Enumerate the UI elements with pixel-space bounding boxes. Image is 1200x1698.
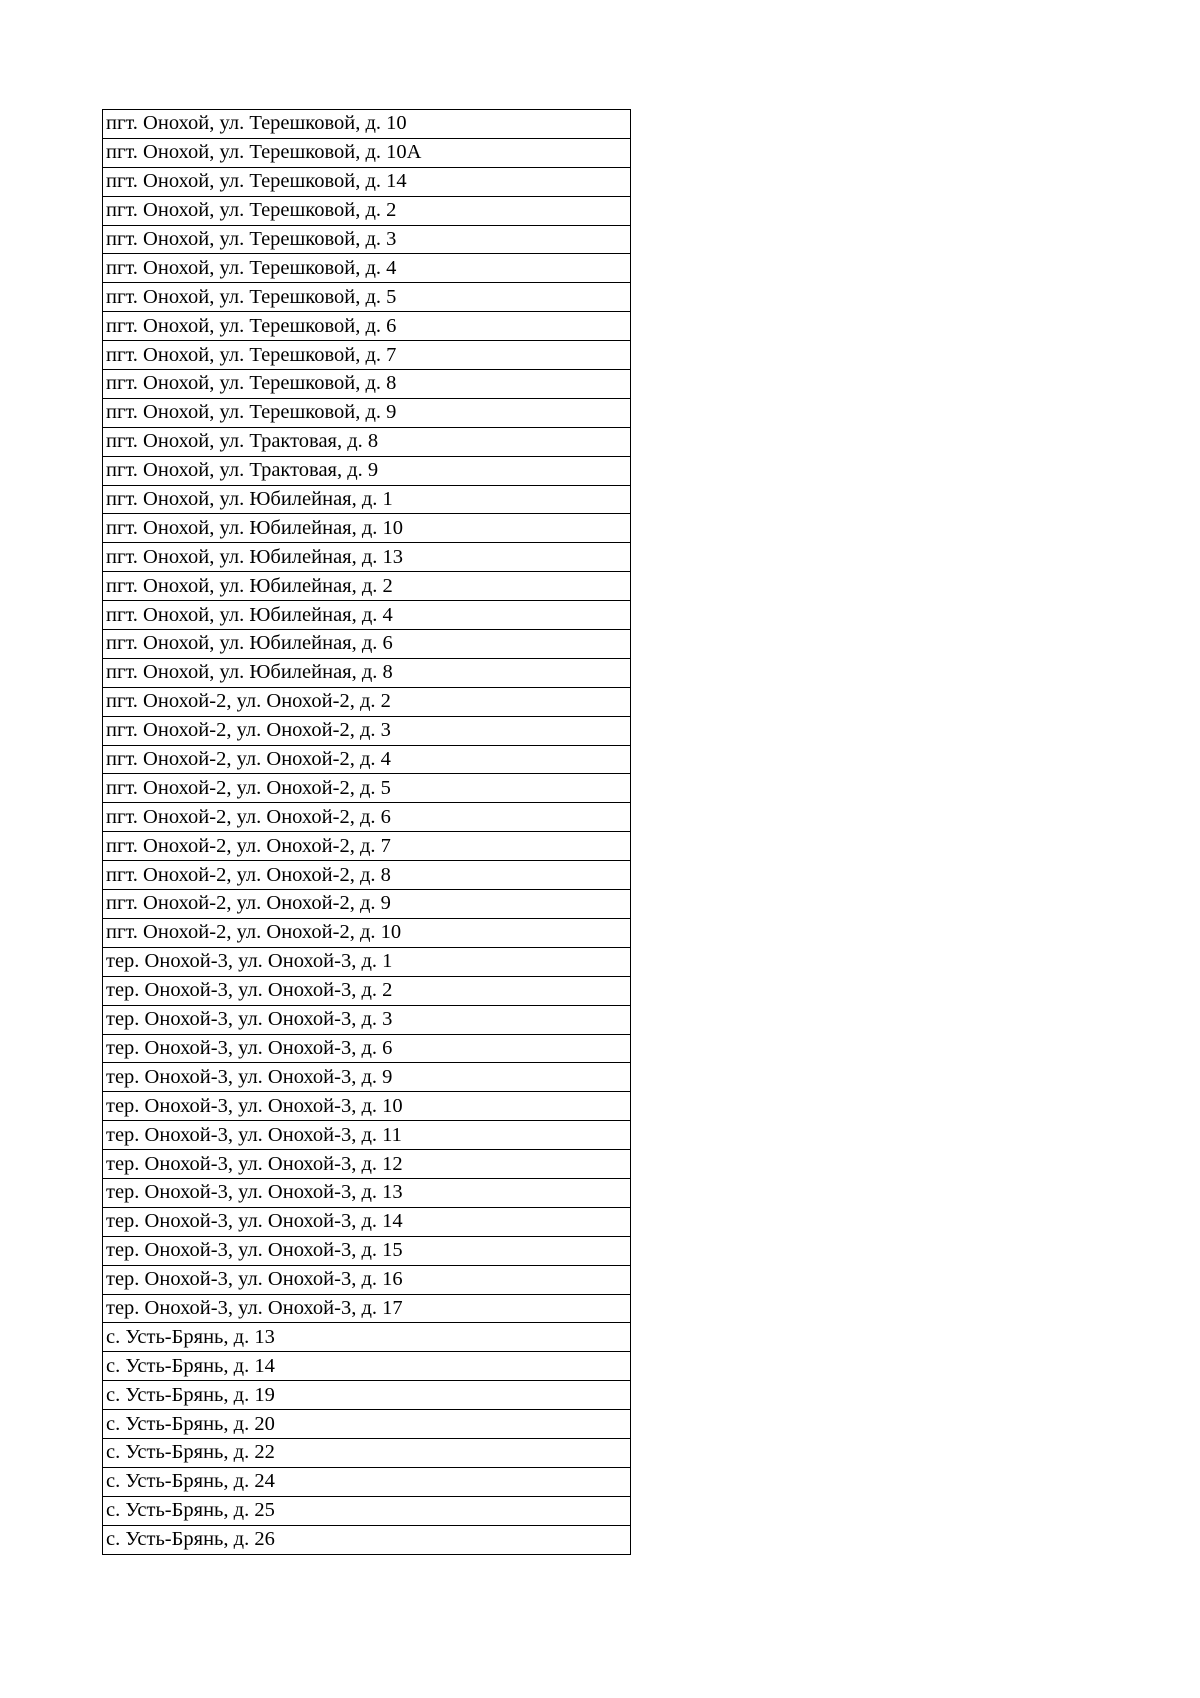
table-row [103,110,631,139]
table-row [103,1525,631,1554]
table-row [103,1496,631,1525]
table-row [103,1063,631,1092]
table-row [103,1323,631,1352]
address-cell: тер. Онохой-3, ул. Онохой-3, д. 1 [103,947,631,976]
address-cell: пгт. Онохой, ул. Юбилейная, д. 1 [103,485,631,514]
table-row [103,947,631,976]
table-row [103,803,631,832]
address-cell: пгт. Онохой, ул. Юбилейная, д. 8 [103,658,631,687]
address-cell: с. Усть-Брянь, д. 19 [103,1381,631,1410]
address-cell: пгт. Онохой-2, ул. Онохой-2, д. 3 [103,716,631,745]
address-cell: с. Усть-Брянь, д. 20 [103,1410,631,1439]
address-cell: тер. Онохой-3, ул. Онохой-3, д. 16 [103,1265,631,1294]
address-cell: пгт. Онохой, ул. Трактовая, д. 9 [103,456,631,485]
table-row [103,687,631,716]
address-cell: пгт. Онохой, ул. Терешковой, д. 10 [103,110,631,139]
table-row [103,716,631,745]
address-cell: пгт. Онохой-2, ул. Онохой-2, д. 9 [103,890,631,919]
address-cell: тер. Онохой-3, ул. Онохой-3, д. 13 [103,1178,631,1207]
address-table [102,109,631,1555]
address-cell: тер. Онохой-3, ул. Онохой-3, д. 11 [103,1121,631,1150]
table-row [103,283,631,312]
address-cell: пгт. Онохой, ул. Трактовая, д. 8 [103,427,631,456]
address-cell: пгт. Онохой-2, ул. Онохой-2, д. 5 [103,774,631,803]
table-row [103,1352,631,1381]
address-cell: пгт. Онохой-2, ул. Онохой-2, д. 10 [103,918,631,947]
address-cell: пгт. Онохой, ул. Терешковой, д. 5 [103,283,631,312]
address-cell: пгт. Онохой-2, ул. Онохой-2, д. 2 [103,687,631,716]
table-row [103,630,631,659]
address-cell: пгт. Онохой, ул. Терешковой, д. 4 [103,254,631,283]
table-row [103,427,631,456]
table-row [103,1121,631,1150]
table-row [103,1005,631,1034]
address-cell: пгт. Онохой-2, ул. Онохой-2, д. 8 [103,861,631,890]
address-cell: тер. Онохой-3, ул. Онохой-3, д. 2 [103,976,631,1005]
address-cell: пгт. Онохой, ул. Терешковой, д. 3 [103,225,631,254]
table-row [103,1207,631,1236]
table-row [103,312,631,341]
address-cell: пгт. Онохой, ул. Юбилейная, д. 2 [103,572,631,601]
table-row [103,1294,631,1323]
address-cell: с. Усть-Брянь, д. 13 [103,1323,631,1352]
address-cell: пгт. Онохой, ул. Терешковой, д. 9 [103,398,631,427]
table-row [103,1265,631,1294]
table-row [103,543,631,572]
table-row [103,890,631,919]
table-row [103,918,631,947]
table-row [103,1178,631,1207]
table-row [103,485,631,514]
table-row [103,1438,631,1467]
table-row [103,1034,631,1063]
table-row [103,341,631,370]
table-row [103,658,631,687]
address-cell: тер. Онохой-3, ул. Онохой-3, д. 12 [103,1150,631,1179]
address-cell: с. Усть-Брянь, д. 22 [103,1438,631,1467]
address-cell: пгт. Онохой-2, ул. Онохой-2, д. 6 [103,803,631,832]
table-row [103,254,631,283]
address-cell: пгт. Онохой, ул. Юбилейная, д. 4 [103,601,631,630]
address-cell: пгт. Онохой, ул. Терешковой, д. 10А [103,138,631,167]
table-row [103,1150,631,1179]
table-row [103,976,631,1005]
address-cell: с. Усть-Брянь, д. 24 [103,1467,631,1496]
address-cell: тер. Онохой-3, ул. Онохой-3, д. 17 [103,1294,631,1323]
table-row [103,1410,631,1439]
address-cell: тер. Онохой-3, ул. Онохой-3, д. 3 [103,1005,631,1034]
table-row [103,832,631,861]
table-row [103,398,631,427]
address-cell: пгт. Онохой, ул. Юбилейная, д. 6 [103,630,631,659]
address-cell: с. Усть-Брянь, д. 25 [103,1496,631,1525]
table-row [103,1236,631,1265]
table-row [103,1467,631,1496]
table-row [103,225,631,254]
address-cell: пгт. Онохой, ул. Юбилейная, д. 10 [103,514,631,543]
table-row [103,370,631,399]
table-row [103,514,631,543]
address-cell: с. Усть-Брянь, д. 14 [103,1352,631,1381]
address-cell: тер. Онохой-3, ул. Онохой-3, д. 6 [103,1034,631,1063]
address-cell: пгт. Онохой, ул. Терешковой, д. 7 [103,341,631,370]
address-cell: пгт. Онохой-2, ул. Онохой-2, д. 4 [103,745,631,774]
table-row [103,572,631,601]
address-cell: тер. Онохой-3, ул. Онохой-3, д. 15 [103,1236,631,1265]
address-table-body [103,110,631,1555]
address-cell: пгт. Онохой-2, ул. Онохой-2, д. 7 [103,832,631,861]
address-cell: тер. Онохой-3, ул. Онохой-3, д. 14 [103,1207,631,1236]
table-row [103,861,631,890]
table-row [103,196,631,225]
address-cell: пгт. Онохой, ул. Терешковой, д. 2 [103,196,631,225]
address-cell: тер. Онохой-3, ул. Онохой-3, д. 9 [103,1063,631,1092]
address-cell: пгт. Онохой, ул. Терешковой, д. 6 [103,312,631,341]
table-row [103,745,631,774]
address-cell: пгт. Онохой, ул. Терешковой, д. 8 [103,370,631,399]
address-cell: с. Усть-Брянь, д. 26 [103,1525,631,1554]
address-cell: пгт. Онохой, ул. Юбилейная, д. 13 [103,543,631,572]
table-row [103,1381,631,1410]
table-row [103,167,631,196]
table-row [103,1092,631,1121]
table-row [103,774,631,803]
table-row [103,601,631,630]
table-row [103,138,631,167]
address-cell: тер. Онохой-3, ул. Онохой-3, д. 10 [103,1092,631,1121]
address-cell: пгт. Онохой, ул. Терешковой, д. 14 [103,167,631,196]
table-row [103,456,631,485]
